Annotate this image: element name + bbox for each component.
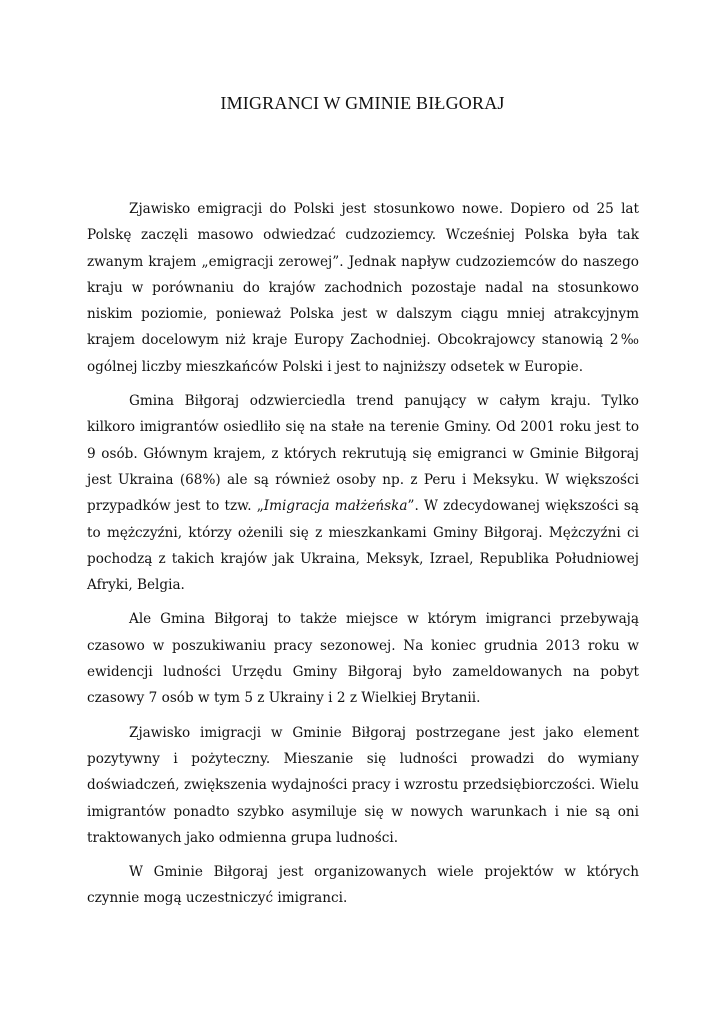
paragraph-2-text-after: ”. W zdecydowanej większości są to mężczyźni, którzy ożenili się z mieszkankami Gminy Biłgoraj. Mężczyźni ci pochodzą z takich krajów jak Ukraina, Meksyk, Izrael, Republika Południowej Afryki, Belgia.: [87, 498, 639, 594]
paragraph-2-emphasis: Imigracja małżeńska: [263, 498, 408, 515]
paragraph-5: W Gminie Biłgoraj jest organizowanych wiele projektów w których czynnie mogą uczestniczyć imigranci.: [87, 864, 639, 907]
document-body: [87, 196, 639, 920]
paragraph-2: [87, 388, 639, 598]
paragraph-1: Zjawisko emigracji do Polski jest stosunkowo nowe. Dopiero od 25 lat Polskę zaczęli masowo odwiedzać cudzoziemcy. Wcześniej Polska była tak zwanym krajem „emigracji zerowej”. Jednak napływ cudzoziemców do naszego kraju w porównaniu do krajów zachodnich pozostaje nadal na stosunkowo niskim poziomie, ponieważ Polska jest w dalszym ciągu mniej atrakcyjnym krajem docelowym niż kraje Europy Zachodniej. Obcokrajowcy stanowią 2‰ ogólnej liczby mieszkańców Polski i jest to najniższy odsetek w Europie.: [87, 201, 639, 375]
paragraph-2-text-before: Gmina Biłgoraj odzwierciedla trend panujący w całym kraju. Tylko kilkoro imigrantów osiedliło się na stałe na terenie Gminy. Od 2001 roku jest to 9 osób. Głównym krajem, z których rekrutują się emigranci w Gminie Biłgoraj jest Ukraina (68%) ale są również osoby np. z Peru i Meksyku. W większości przypadków jest to tzw. „: [87, 393, 639, 515]
paragraph-3: Ale Gmina Biłgoraj to także miejsce w którym imigranci przebywają czasowo w poszukiwaniu pracy sezonowej. Na koniec grudnia 2013 roku w ewidencji ludności Urzędu Gminy Biłgoraj było zameldowanych na pobyt czasowy 7 osób w tym 5 z Ukrainy i 2 z Wielkiej Brytanii.: [87, 611, 639, 707]
document-title: IMIGRANCI W GMINIE BIŁGORAJ: [220, 93, 505, 113]
paragraph-4: Zjawisko imigracji w Gminie Biłgoraj postrzegane jest jako element pozytywny i pożyteczny. Mieszanie się ludności prowadzi do wymiany doświadczeń, zwiększenia wydajności pracy i wzrostu przedsiębiorczości. Wielu imigrantów ponadto szybko asymiluje się w nowych warunkach i nie są oni traktowanych jako odmienna grupa ludności.: [87, 724, 639, 846]
